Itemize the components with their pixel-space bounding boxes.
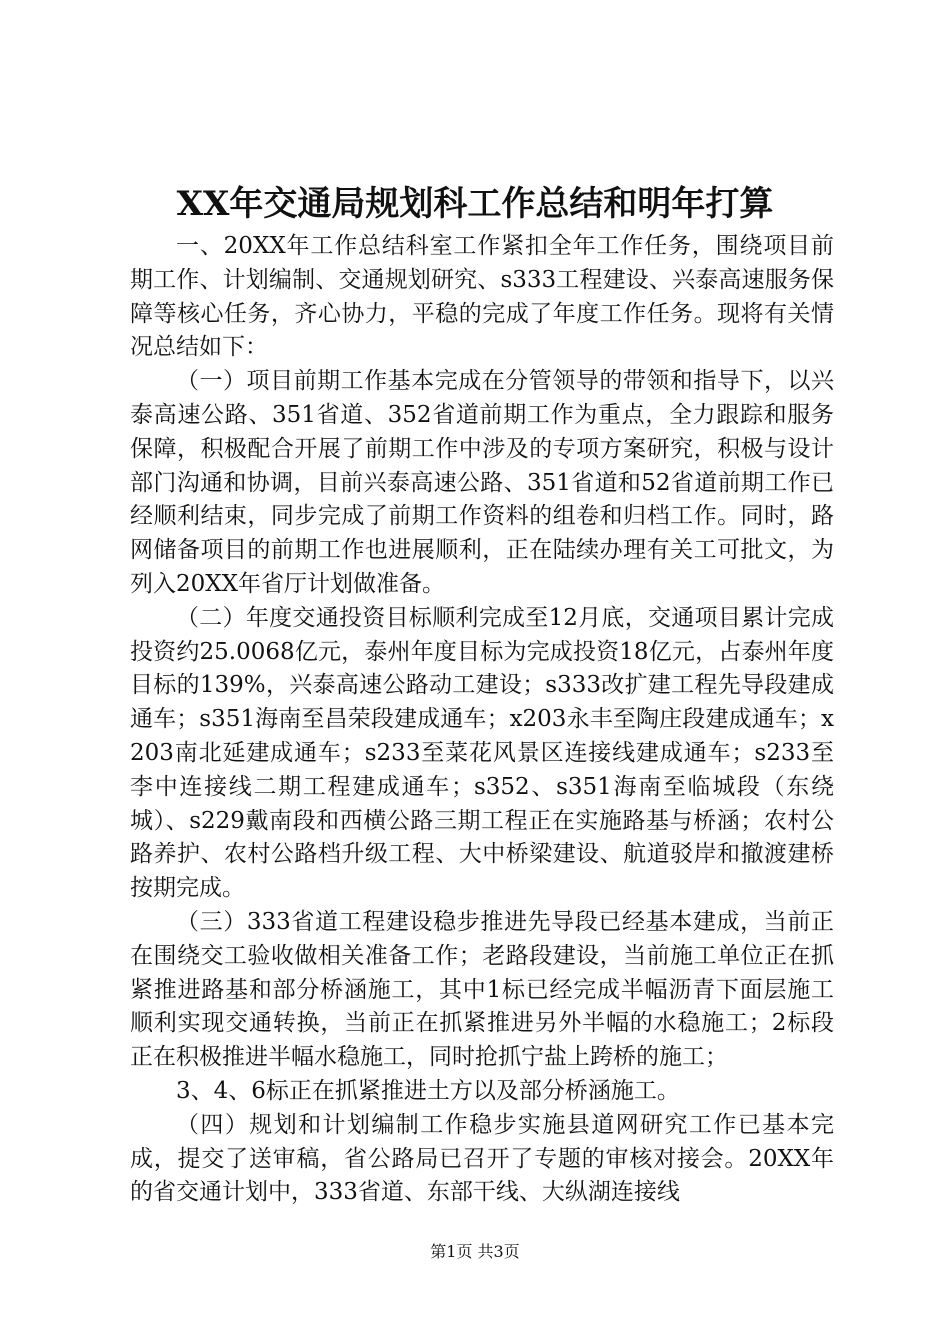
paragraph-planning: （四）规划和计划编制工作稳步实施县道网研究工作已基本完成，提交了送审稿，省公路局已召开了专题的审核对接会。20XX年的省交通计划中，333省道、东部干线、大纵湖连接线 (130, 1111, 834, 1206)
paragraph-sections-346: 3、4、6标正在抓紧推进土方以及部分桥涵施工。 (176, 1077, 680, 1104)
document-body (130, 230, 834, 1210)
paragraph-s333-construction: （三）333省道工程建设稳步推进先导段已经基本建成，当前正在围绕交工验收做相关准备工作；老路段建设，当前施工单位正在抓紧推进路基和部分桥涵施工，其中1标已经完成半幅沥青下面层施工顺利实现交通转换，当前正在抓紧推进另外半幅的水稳施工；2标段正在积极推进半幅水稳施工，同时抢抓宁盐上跨桥的施工； (130, 908, 834, 1071)
paragraph-project-preliminary: （一）项目前期工作基本完成在分管领导的带领和指导下，以兴泰高速公路、351省道、352省道前期工作为重点，全力跟踪和服务保障，积极配合开展了前期工作中涉及的专项方案研究，积极与设计部门沟通和协调，目前兴泰高速公路、351省道和52省道前期工作已经顺利结束，同步完成了前期工作资料的组卷和归档工作。同时，路网储备项目的前期工作也进展顺利，正在陆续办理有关工可批文，为列入20XX年省厅计划做准备。 (130, 368, 834, 597)
paragraph-investment-target: （二）年度交通投资目标顺利完成至12月底，交通项目累计完成投资约25.0068亿元，泰州年度目标为完成投资18亿元，占泰州年度目标的139%，兴泰高速公路动工建设；s333改扩建工程先导段建成通车；s351海南至昌荣段建成通车；x203永丰至陶庄段建成通车；x203南北延建成通车；s233至菜花风景区连接线建成通车；s233至李中连接线二期工程建成通车；s352、s351海南至临城段（东绕城）、s229戴南段和西横公路三期工程正在实施路基与桥涵；农村公路养护、农村公路档升级工程、大中桥梁建设、航道驳岸和撤渡建桥按期完成。 (130, 604, 834, 902)
page-number-footer: 第1页 共3页 (430, 1242, 520, 1261)
paragraph-summary-intro: 一、20XX年工作总结科室工作紧扣全年工作任务，围绕项目前期工作、计划编制、交通规划研究、s333工程建设、兴泰高速服务保障等核心任务，齐心协力，平稳的完成了年度工作任务。现将有关情况总结如下： (130, 233, 834, 361)
document-title: XX年交通局规划科工作总结和明年打算 (176, 184, 774, 224)
